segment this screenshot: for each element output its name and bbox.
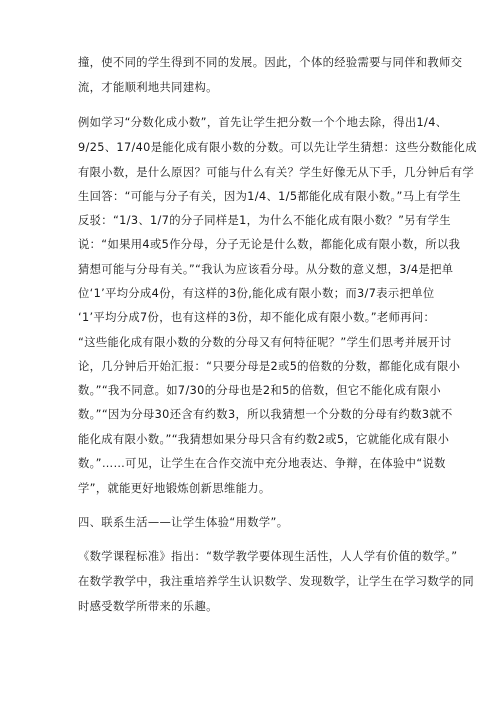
text-line: 撞，使不同的学生得到不同的发展。因此，个体的经验需要与同伴和教师交 bbox=[78, 56, 463, 69]
text-line: ‘1’平均分成7份，也有这样的3份，却不能化成有限小数。”老师再问： bbox=[78, 311, 436, 324]
text-line: 反驳：“1/3、1/7的分子同样是1，为什么不能化成有限小数？”另有学生 bbox=[78, 214, 451, 227]
text-line: 论，几分钟后开始汇报：“只要分母是2或5的倍数的分数，都能化成有限小 bbox=[78, 360, 461, 373]
text-line: 数。”“因为分母30还含有约数3，所以我猜想一个分数的分母有约数3就不 bbox=[78, 408, 453, 421]
text-line: 数。”“我不同意。如7/30的分母也是2和5的倍数，但它不能化成有限小 bbox=[78, 384, 442, 397]
text-line: 在数学教学中，我注重培养学生认识数学、发现数学，让学生在学习数学的同 bbox=[78, 575, 474, 588]
text-line: 学”，就能更好地锻炼创新思维能力。 bbox=[78, 482, 271, 495]
text-line: 9/25、17/40是能化成有限小数的分数。可以先让学生猜想：这些分数能化成 bbox=[78, 141, 477, 154]
section-heading: 四、联系生活——让学生体验“用数学”。 bbox=[78, 516, 289, 529]
text-line: 流，才能顺利地共同建构。 bbox=[78, 81, 218, 94]
text-line: 猜想可能与分母有关。”“我认为应该看分母。从分数的意义想，3/4是把单 bbox=[78, 263, 454, 276]
text-line: 生回答：“可能与分子有关，因为1/4、1/5都能化成有限小数。”马上有学生 bbox=[78, 190, 461, 203]
text-line: 有限小数，是什么原因？可能与什么有关？学生好像无从下手，几分钟后有学 bbox=[78, 166, 474, 179]
text-line: 例如学习“分数化成小数”，首先让学生把分数一个个地去除，得出1/4、 bbox=[78, 116, 448, 129]
text-line: 时感受数学所带来的乐趣。 bbox=[78, 600, 218, 613]
text-line: 《数学课程标准》指出：“数学教学要体现生活性，人人学有价值的数学。” bbox=[78, 550, 458, 563]
text-line: “这些能化成有限小数的分数的分母又有何特征呢？”学生们思考并展开讨 bbox=[78, 336, 452, 349]
text-line: 数。”……可见，让学生在合作交流中充分地表达、争辩，在体验中“说数 bbox=[78, 457, 446, 470]
text-line: 说：“如果用4或5作分母，分子无论是什么数，都能化成有限小数，所以我 bbox=[78, 238, 461, 251]
text-line: 能化成有限小数。”“我猜想如果分母只含有约数2或5，它就能化成有限小 bbox=[78, 433, 450, 446]
text-line: 位‘1’平均分成4份，有这样的3份,能化成有限小数；而3/7表示把单位 bbox=[78, 287, 435, 300]
